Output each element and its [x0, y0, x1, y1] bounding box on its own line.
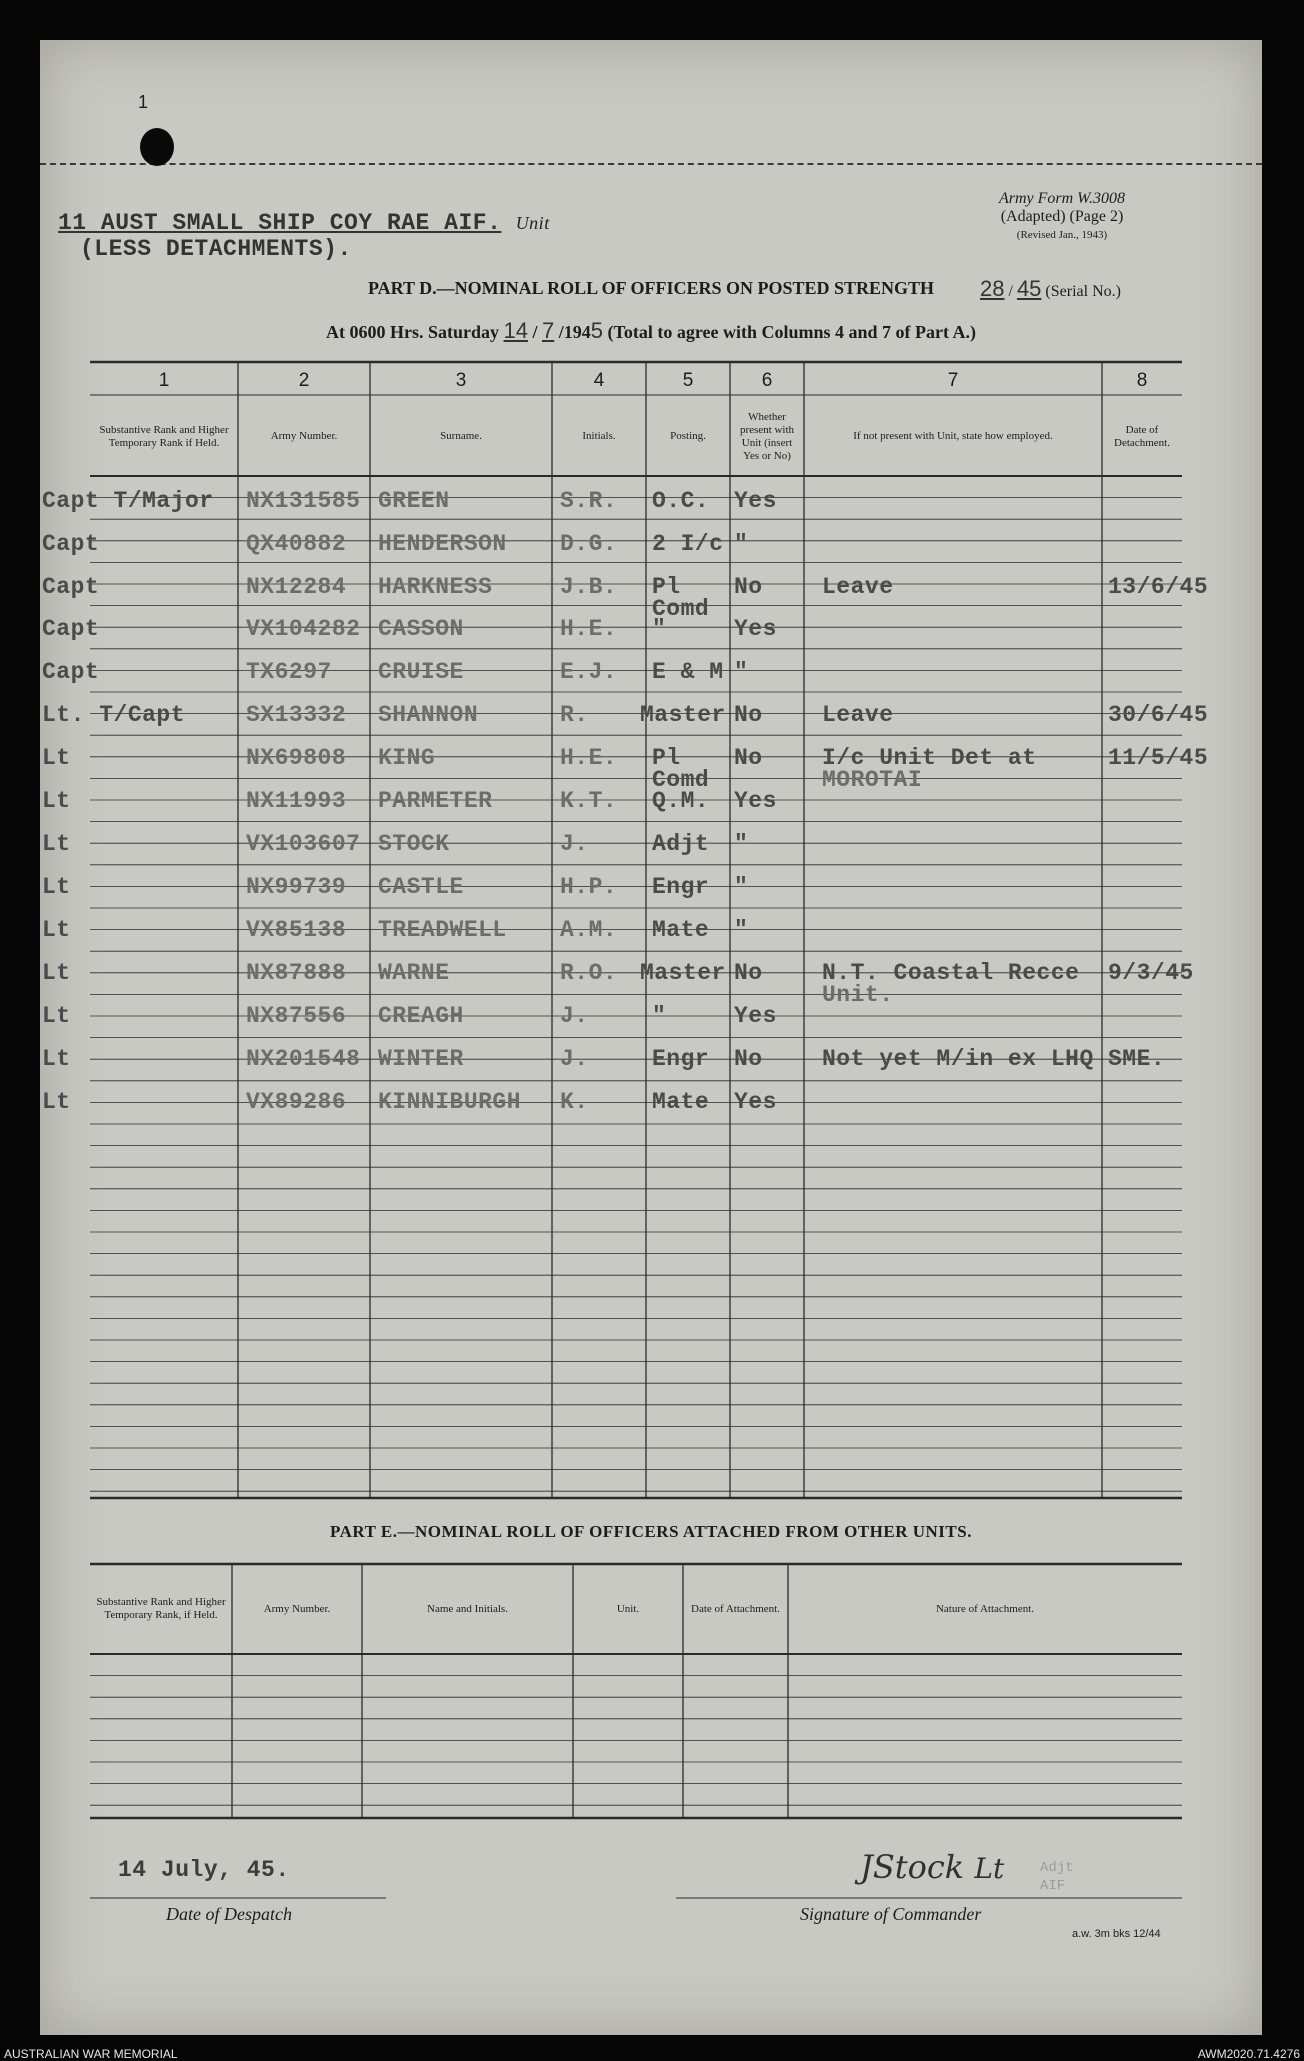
- table-grid: [40, 40, 1262, 2035]
- column-header: If not present with Unit, state how employed.: [853, 430, 1053, 442]
- cell-rank: Capt T/Major: [42, 488, 214, 514]
- cell-posting: Q.M.: [652, 788, 710, 814]
- cell-present: ": [734, 831, 749, 857]
- part-e-column-header: Name and Initials.: [427, 1602, 508, 1615]
- cell-number: NX11993: [246, 788, 347, 814]
- page-mark: 1: [138, 92, 149, 112]
- column-header: Army Number.: [270, 430, 338, 442]
- cell-surname: WARNE: [378, 960, 450, 986]
- cell-posting: Mate: [652, 917, 710, 943]
- form-adapted: (Adapted) (Page 2): [1000, 208, 1124, 225]
- cell-employed: MOROTAI: [822, 767, 923, 793]
- cell-surname: CREAGH: [378, 1003, 464, 1029]
- cell-employed: N.T. Coastal Recce: [822, 960, 1080, 986]
- cell-number: NX201548: [246, 1046, 361, 1072]
- cell-present: No: [734, 574, 763, 600]
- cell-posting: Engr: [652, 874, 710, 900]
- column-number: 3: [455, 370, 467, 391]
- cell-surname: HARKNESS: [378, 574, 493, 600]
- part-e-column-header: Substantive Rank and Higher Temporary Rank, if Held.: [96, 1596, 226, 1621]
- column-number: 1: [158, 370, 170, 391]
- column-number: 8: [1136, 370, 1148, 391]
- part-d-date-line: At 0600 Hrs. Saturday 14 / 7 /1945 (Total to agree with Columns 4 and 7 of Part A.): [325, 318, 977, 343]
- column-header: Whether present with Unit (insert Yes or No): [739, 410, 795, 462]
- cell-rank: Lt: [42, 1089, 71, 1115]
- commander-label: Signature of Commander: [800, 1904, 982, 1924]
- cell-number: VX89286: [246, 1089, 347, 1115]
- cell-number: VX104282: [246, 616, 361, 642]
- cell-rank: Lt: [42, 1046, 71, 1072]
- column-number: 6: [761, 370, 773, 391]
- cell-present: ": [734, 531, 749, 557]
- cell-initials: J.: [560, 1003, 589, 1029]
- part-e-column-header: Army Number.: [263, 1602, 331, 1615]
- serial-number: 28 / 45 (Serial No.): [980, 276, 1121, 301]
- cell-present: ": [734, 659, 749, 685]
- column-number: 4: [593, 370, 605, 391]
- column-number: 2: [298, 370, 310, 391]
- archive-caption-right: AWM2020.71.4276: [1197, 2047, 1300, 2061]
- unit-line-1: 11 AUST SMALL SHIP COY RAE AIF. Unit: [58, 210, 550, 236]
- cell-surname: PARMETER: [378, 788, 493, 814]
- cell-present: Yes: [734, 488, 777, 514]
- cell-surname: KINNIBURGH: [378, 1089, 522, 1115]
- cell-present: Yes: [734, 616, 777, 642]
- cell-present: Yes: [734, 788, 777, 814]
- cell-present: No: [734, 702, 763, 728]
- cell-number: NX87888: [246, 960, 347, 986]
- column-header: Initials.: [582, 430, 616, 442]
- cell-surname: WINTER: [378, 1046, 464, 1072]
- despatch-date: 14 July, 45.: [118, 1857, 290, 1883]
- cell-initials: J.: [560, 831, 589, 857]
- cell-employed: Leave: [822, 574, 894, 600]
- cell-initials: E.J.: [560, 659, 618, 685]
- column-number: 7: [947, 370, 959, 391]
- cell-rank: Lt: [42, 788, 71, 814]
- cell-number: QX40882: [246, 531, 347, 557]
- cell-date: SME.: [1108, 1046, 1166, 1072]
- cell-posting: O.C.: [652, 488, 710, 514]
- cell-surname: CASSON: [378, 616, 464, 642]
- cell-initials: H.E.: [560, 745, 618, 771]
- cell-rank: Capt: [42, 574, 100, 600]
- cell-employed: Unit.: [822, 982, 894, 1008]
- cell-present: No: [734, 745, 763, 771]
- cell-present: Yes: [734, 1003, 777, 1029]
- cell-number: TX6297: [246, 659, 332, 685]
- cell-rank: Lt. T/Capt: [42, 702, 186, 728]
- cell-present: No: [734, 1046, 763, 1072]
- cell-date: 9/3/45: [1108, 960, 1194, 986]
- cell-present: No: [734, 960, 763, 986]
- cell-surname: GREEN: [378, 488, 450, 514]
- commander-signature: JStock Lt: [860, 1848, 1005, 1886]
- cell-date: 11/5/45: [1108, 745, 1209, 771]
- stamp-aif: AIF: [1040, 1878, 1066, 1894]
- part-e-column-header: Nature of Attachment.: [935, 1602, 1035, 1615]
- cell-number: NX12284: [246, 574, 347, 600]
- cell-rank: Lt: [42, 960, 71, 986]
- cell-initials: A.M.: [560, 917, 618, 943]
- archive-caption-left: AUSTRALIAN WAR MEMORIAL: [4, 2047, 178, 2061]
- cell-rank: Lt: [42, 831, 71, 857]
- cell-surname: TREADWELL: [378, 917, 507, 943]
- cell-surname: CRUISE: [378, 659, 464, 685]
- cell-date: 30/6/45: [1108, 702, 1209, 728]
- cell-posting: Adjt: [652, 831, 710, 857]
- cell-initials: H.P.: [560, 874, 618, 900]
- cell-initials: D.G.: [560, 531, 618, 557]
- cell-rank: Lt: [42, 874, 71, 900]
- column-number: 5: [682, 370, 694, 391]
- cell-posting: E & M: [652, 659, 724, 685]
- cell-initials: R.O.: [560, 960, 618, 986]
- cell-employed: I/c Unit Det at: [822, 745, 1037, 771]
- cell-posting: ": [652, 1003, 667, 1029]
- stamp-adjt: Adjt: [1040, 1860, 1074, 1876]
- cell-surname: SHANNON: [378, 702, 479, 728]
- cell-posting-2: Comd: [652, 767, 710, 793]
- document-sheet: [40, 40, 1262, 2035]
- part-e-column-header: Unit.: [616, 1602, 640, 1615]
- cell-present: Yes: [734, 1089, 777, 1115]
- cell-rank: Capt: [42, 531, 100, 557]
- column-header: Posting.: [670, 430, 706, 442]
- cell-initials: S.R.: [560, 488, 618, 514]
- cell-initials: K.: [560, 1089, 589, 1115]
- cell-posting: Pl: [652, 745, 681, 771]
- cell-rank: Capt: [42, 616, 100, 642]
- cell-initials: K.T.: [560, 788, 618, 814]
- cell-employed: Leave: [822, 702, 894, 728]
- column-header: Substantive Rank and Higher Temporary Rank if Held.: [99, 423, 229, 449]
- despatch-label: Date of Despatch: [166, 1904, 292, 1924]
- cell-rank: Lt: [42, 745, 71, 771]
- cell-number: VX103607: [246, 831, 361, 857]
- cell-number: VX85138: [246, 917, 347, 943]
- part-e-column-header: Date of Attachment.: [691, 1602, 780, 1615]
- cell-posting: Master: [640, 702, 726, 728]
- cell-initials: R.: [560, 702, 589, 728]
- cell-posting: 2 I/c: [652, 531, 724, 557]
- cell-rank: Lt: [42, 917, 71, 943]
- printer-mark: a.w. 3m bks 12/44: [1072, 1928, 1161, 1940]
- cell-posting-2: Comd: [652, 596, 710, 622]
- cell-number: SX13332: [246, 702, 347, 728]
- cell-present: ": [734, 917, 749, 943]
- cell-initials: J.B.: [560, 574, 618, 600]
- cell-number: NX69808: [246, 745, 347, 771]
- cell-initials: H.E.: [560, 616, 618, 642]
- cell-surname: CASTLE: [378, 874, 464, 900]
- form-revised: (Revised Jan., 1943): [1016, 229, 1108, 241]
- column-header: Date of Detachment.: [1114, 423, 1170, 449]
- part-d-title: PART D.—NOMINAL ROLL OF OFFICERS ON POSTED STRENGTH: [367, 278, 935, 298]
- cell-number: NX99739: [246, 874, 347, 900]
- cell-rank: Lt: [42, 1003, 71, 1029]
- cell-posting: ": [652, 616, 667, 642]
- cell-posting: Engr: [652, 1046, 710, 1072]
- part-e-title: PART E.—NOMINAL ROLL OF OFFICERS ATTACHED FROM OTHER UNITS.: [330, 1522, 972, 1541]
- cell-posting: Pl: [652, 574, 681, 600]
- cell-date: 13/6/45: [1108, 574, 1209, 600]
- form-name: Army Form W.3008: [998, 190, 1126, 207]
- cell-number: NX87556: [246, 1003, 347, 1029]
- cell-initials: J.: [560, 1046, 589, 1072]
- unit-line-2: (LESS DETACHMENTS).: [80, 236, 352, 262]
- column-header: Surname.: [440, 430, 482, 442]
- cell-number: NX131585: [246, 488, 361, 514]
- cell-posting: Master: [640, 960, 726, 986]
- cell-surname: STOCK: [378, 831, 450, 857]
- cell-surname: KING: [378, 745, 436, 771]
- cell-present: ": [734, 874, 749, 900]
- cell-surname: HENDERSON: [378, 531, 507, 557]
- cell-rank: Capt: [42, 659, 100, 685]
- cell-posting: Mate: [652, 1089, 710, 1115]
- cell-employed: Not yet M/in ex LHQ: [822, 1046, 1094, 1072]
